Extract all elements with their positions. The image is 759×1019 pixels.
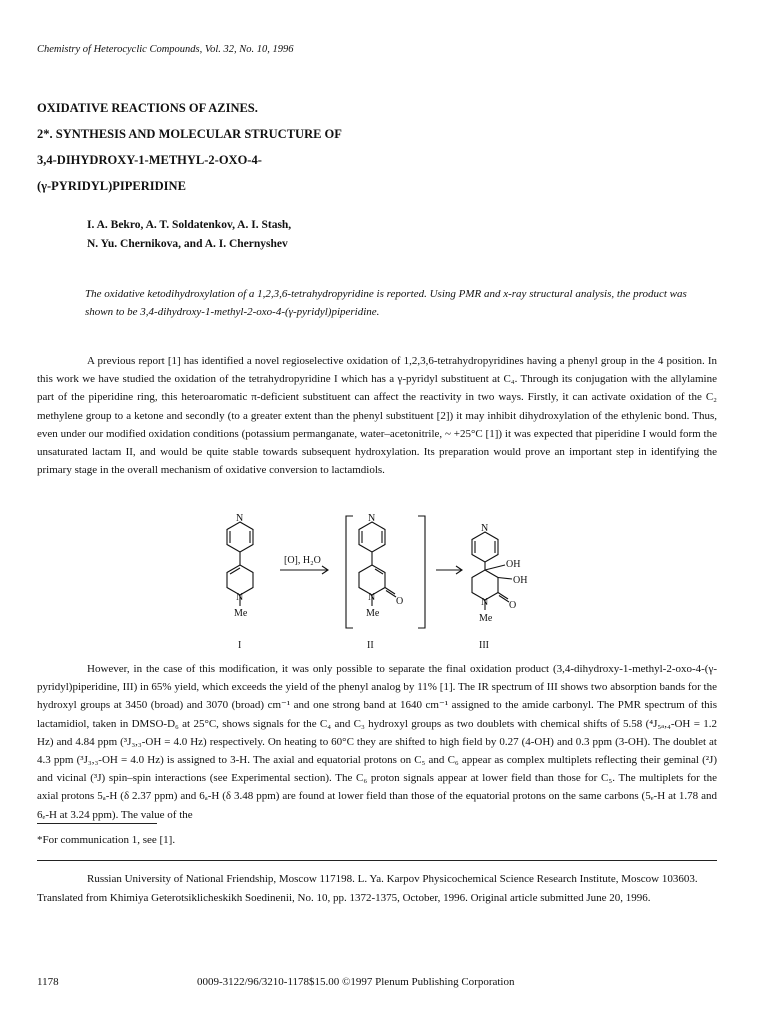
page-number: 1178 — [37, 976, 59, 988]
body-paragraph-1: A previous report [1] has identified a novel regioselective oxidation of 1,2,3,6-tetrahydropyridines having a phenyl group in the 4 position. In this work we have studied the oxidation of the tetrahydropyridine I which has a γ-pyridyl substituent at C₄. Through its conjugation with the allylamine part of the piperidine ring, this heteroaromatic π-deficient substituent can affect the reactivity in two ways. Firstly, it can activate oxidation of the C₂ methylene group to a ketone and secondly (to a greater extent than the phenyl substituent [2]) it may inhibit dihydroxylation of the ethylenic bond. Thus, even under our modified oxidation conditions (potassium permanganate, water–acetonitrile, ~ +25°C [1]) it was expected that piperidine I would form the unsaturated lactam II, and would be quite stable towards subsequent hydroxylation. Its preparation would prove an important step in identifying the primary stage in the overall mechanism of oxidative conversion to lactamdiols. — [37, 355, 717, 477]
reaction-arrow-2 — [436, 566, 462, 574]
author-line: N. Yu. Chernikova, and A. I. Chernyshev — [87, 238, 288, 250]
title-line: (γ-PYRIDYL)PIPERIDINE — [37, 179, 186, 193]
compound-III-structure — [472, 532, 512, 610]
compound-label-III: III — [479, 640, 489, 651]
atom-N-label: N — [481, 523, 489, 534]
atom-N-label: N — [368, 592, 376, 603]
oxygen-label: O — [396, 596, 404, 607]
footer-code: 0009-3122/96/3210-1178$15.00 ©1997 Plenum Publishing Corporation — [197, 976, 515, 988]
author-line: I. A. Bekro, A. T. Soldatenkov, A. I. Stash, — [87, 219, 292, 231]
atom-N-label: N — [236, 592, 244, 603]
atom-N-label: N — [481, 597, 489, 608]
journal-line: Chemistry of Heterocyclic Compounds, Vol. 32, No. 10, 1996 — [37, 44, 294, 55]
atom-N-label: N — [368, 513, 376, 524]
affiliation-divider — [37, 860, 717, 861]
reaction-arrow-1 — [280, 566, 328, 574]
title-line: 3,4-DIHYDROXY-1-METHYL-2-OXO-4- — [37, 153, 262, 167]
methyl-label: Me — [479, 613, 493, 624]
hydroxyl-label: OH — [506, 559, 521, 570]
abstract: The oxidative ketodihydroxylation of a 1,2,3,6-tetrahydropyridine is reported. Using PMR and x-ray structural analysis, the product was shown to be 3,4-dihydroxy-1-methyl-2-oxo-4-(γ-pyridyl)piperidine. — [85, 288, 687, 318]
footnote: *For communication 1, see [1]. — [37, 834, 176, 846]
title-line: 2*. SYNTHESIS AND MOLECULAR STRUCTURE OF — [37, 127, 342, 141]
compound-II-structure — [359, 522, 396, 606]
compound-label-I: I — [238, 640, 242, 651]
footnote-divider — [37, 823, 157, 824]
methyl-label: Me — [234, 608, 248, 619]
atom-N-label: N — [236, 513, 244, 524]
article-title — [37, 95, 717, 199]
methyl-label: Me — [366, 608, 380, 619]
author-list — [87, 216, 291, 254]
body-paragraph-2: However, in the case of this modification, it was only possible to separate the final oxidation product (3,4-dihydroxy-1-methyl-2-oxo-4-(γ-pyridyl)piperidine, III) in 65% yield, which exceeds the yield of the phenyl analog by 11% [1]. The IR spectrum of III shows two absorption bands for the hydroxyl groups at 3450 (broad) and 3070 (broad) cm⁻¹ and one strong band at 1640 cm⁻¹ assigned to the amide carbonyl. The PMR spectrum of this lactamidiol, taken in DMSO-D₆ at 25°C, shows signals for the C₄ and C₃ hydroxyl groups as two doublets with chemical shifts of 5.58 (⁴J₅ₐ,₄-OH = 1.2 Hz) and 4.84 ppm (³J₃,₃-OH = 4.0 Hz) respectively. On heating to 60°C they are shifted to high field by 0.27 (4-OH) and 0.3 ppm (3-OH). The doublet at 4.3 ppm (³J₃,₃-OH = 4.0 Hz) is assigned to 3-H. The axial and equatorial protons on C₅ and C₆ appear as complex multiplets reflecting their geminal (²J) and vicinal (³J) spin–spin interactions (see Experimental section). The C₆ proton signals appear at lower field than those for C₅. The multiplets for the axial protons 5ₐ-H (δ 2.37 ppm) and 6ₐ-H (δ 3.48 ppm) are found at lower field than those of the equatorial protons on the same carbons (5ₑ-H at 1.78 and 6ₑ-H at 3.24 ppm). The value of the — [37, 663, 717, 821]
oxygen-label: O — [509, 600, 517, 611]
compound-label-II: II — [367, 640, 374, 651]
affiliation-note: Russian University of National Friendship, Moscow 117198. L. Ya. Karpov Physicochemical Science Research Institute, Moscow 103603. Translated from Khimiya Geterotsiklicheskikh Soedinenii, No. 10, pp. 1372-1375, October, 1996. Original article submitted June 20, 1996. — [37, 873, 698, 904]
reaction-scheme — [200, 510, 560, 655]
reagent-label: [O], H₂O — [284, 555, 321, 566]
hydroxyl-label: OH — [513, 575, 528, 586]
title-line: OXIDATIVE REACTIONS OF AZINES. — [37, 101, 258, 115]
